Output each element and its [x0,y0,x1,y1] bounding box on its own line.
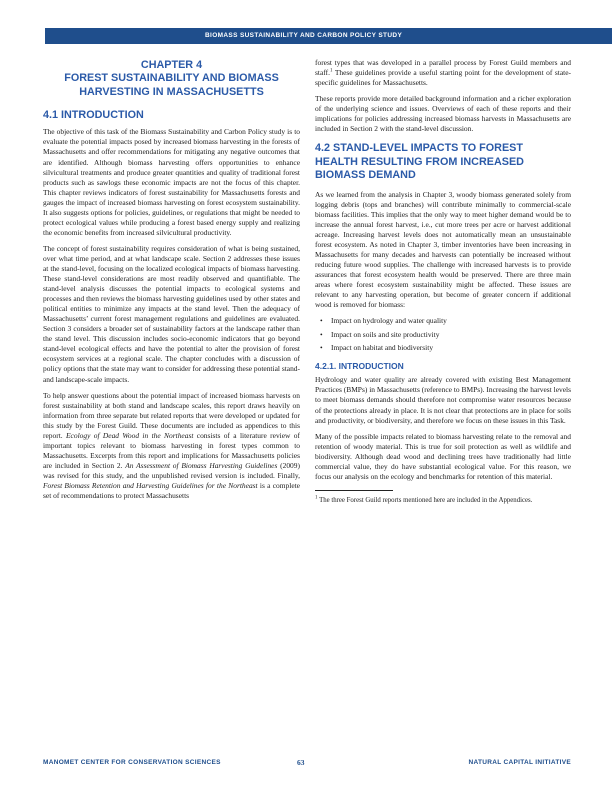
running-header: BIOMASS SUSTAINABILITY AND CARBON POLICY STUDY [45,28,612,44]
paragraph-3-text-b: consists of a literature review of important topics relevant to biomass harvesting in forest types common to Massachusetts. Excerpts from this report and implications for Massachusetts policies are included in Section 2. [43,430,300,470]
footnote [315,496,571,505]
chapter-title-line-2: HARVESTING IN MASSACHUSETTS [79,85,264,98]
section-4-2-1-paragraph-1: Hydrology and water quality are already covered with existing Best Management Practices (BMPs) in Massachusetts (reference to BMPs). Increasing the harvest levels to meet biomass demands should therefore not compromise water resources because of the protections already in place. It is not clear that protections are in place for soils and productivity, or biodiversity, and therefore we focus on these issues in this Task. [315,375,571,425]
section-4-2-paragraph-1: As we learned from the analysis in Chapter 3, woody biomass generated solely from logging debris (tops and branches) will contribute minimally to commercial-scale biomass facilities. This implies that the only way to meet higher demand would be to increase the annual forest harvest, i.e., cut more trees per acre or harvest additional acreage. Increasing harvest levels does not automatically mean an unsustainable forest ecosystem. As noted in Chapter 3, timber inventories have been increasing in Massachusetts for many decades and harvests can potentially be increased without reducing future wood supplies. The challenge with increased harvests is to provide assurances that forest ecosystem health would be preserved. There are three main areas where forest ecosystem sustainability might be affected. These issues are relevant to any harvesting operation, but become of greater concern if additional wood is removed for biomass: [315,189,571,310]
left-column [43,58,300,507]
section-4-1-paragraph-1: The objective of this task of the Biomass Sustainability and Carbon Policy study is to evaluate the potential impacts posed by increased biomass harvesting in the forests of Massachusetts and offer recommendations for mitigating any negative outcomes that are identified. Although biomass harvesting offers opportunities to enhance silvicultural treatments and produce greater quantities and quality of traditional forest products such as sawlogs these economic impacts are not the focus of this chapter. This chapter reviews indicators of forest sustainability for Massachusetts forests and gauges the impact of increased biomass harvesting on forest ecosystem sustainability. It also suggests options for policies, guidelines, or regulations that might be needed to protect ecological values while producing a forest based energy supply and realizing the economic benefits from increased silvicultural productivity. [43,127,300,237]
list-item: • Impact on habitat and biodiversity [315,343,571,353]
chapter-number: CHAPTER 4 [140,59,203,71]
list-item: • Impact on hydrology and water quality [315,316,571,326]
section-4-2-heading-line-1: 4.2 STAND-LEVEL IMPACTS TO FOREST [315,142,523,155]
footnote-reference[interactable]: 1 [329,68,333,74]
section-4-1-paragraph-4 [315,58,571,88]
section-4-2-1-heading: 4.2.1. INTRODUCTION [315,361,404,372]
paragraph-3-text-d: is a complete set of recommendations to protect Massachusetts [43,480,300,501]
footnote-text: The three Forest Guild reports mentioned here are included in the Appendices. [317,496,533,504]
list-item: • Impact on soils and site productivity [315,330,571,340]
footer-organization: MANOMET CENTER FOR CONSERVATION SCIENCES [43,759,221,766]
footnote-divider [315,490,393,491]
right-column [315,58,571,505]
report-title-dead-wood: Ecology of Dead Wood in the Northeast [66,430,194,440]
section-4-2-heading-line-3: BIOMASS DEMAND [315,169,416,182]
footer-initiative: NATURAL CAPITAL INITIATIVE [468,759,571,766]
chapter-title-line-1: FOREST SUSTAINABILITY AND BIOMASS [64,72,279,85]
section-4-1-paragraph-2: The concept of forest sustainability requires consideration of what is being sustained, over what time period, and at what landscape scale. Section 2 addresses these issues at the stand-level, focusing on the localized ecological impacts of biomass harvesting. These stand-level considerations are most readily observed and quantifiable. The stand-level analysis discusses the potential impacts to ecological systems and processes and then reviews the biomass harvesting guidelines used by other states and political entities to minimize any impacts at the stand level. Then the adequacy of Massachusetts’ current forest management regulations and guidelines are evaluated. Section 3 considers a broader set of sustainability factors at the landscape rather than the stand level. This discussion includes socio-economic indicators that go beyond stand-level ecological effects and have the potential to alter the provision of forest ecosystem services at a regional scale. The chapter concludes with a discussion of policy options that the state may want to consider for addressing these potential stand- and landscape-scale impacts. [43,243,300,384]
impact-bullet-list [315,316,571,353]
section-4-1-heading: 4.1 INTRODUCTION [43,108,144,121]
footnote-marker: 1 [315,495,318,501]
paragraph-3-text-c: (2009) was revised for this study, and the unpublished revised version is included. Finally, [43,460,300,480]
chapter-title [43,59,300,99]
report-title-retention-guidelines: Forest Biomass Retention and Harvesting Guidelines for the Northeast [43,480,258,490]
page-number: 63 [297,758,305,767]
section-4-2-1-paragraph-2: Many of the possible impacts related to biomass harvesting relate to the removal and retention of woody material. This is true for soil protection as well as wildlife and biodiversity. Although dead wood and declining trees have traditionally had little commercial value, they do have substantial ecological value. For this reason, we focus our analysis on the ecology and benchmarks for retention of this material. [315,431,571,481]
section-4-1-paragraph-3 [43,391,300,502]
paragraph-3-text-a: To help answer questions about the potential impact of increased biomass harvests on forest sustainability at both stand and landscape scales, this report draws heavily on information from three separate but related reports that were developed or updated for this study by the Forest Guild. These documents are included as appendices to this report. [43,390,300,440]
section-4-1-paragraph-5: These reports provide more detailed background information and a richer exploration of the underlying science and issues. Overviews of each of these reports and their implications for policies addressing increased biomass harvests in Massachusetts are included in Section 2 with the stand-level discussion. [315,94,571,134]
paragraph-4-text-a: forest types that was developed in a parallel process by Forest Guild members and staff. [315,58,571,78]
paragraph-4-text-b: These guidelines provide a useful starting point for the development of state-specific guidelines for Massachusetts. [315,68,571,88]
report-title-guidelines-assessment: An Assessment of Biomass Harvesting Guidelines [125,460,278,470]
section-4-2-heading-line-2: HEALTH RESULTING FROM INCREASED [315,155,524,168]
section-4-2-heading [315,142,571,183]
